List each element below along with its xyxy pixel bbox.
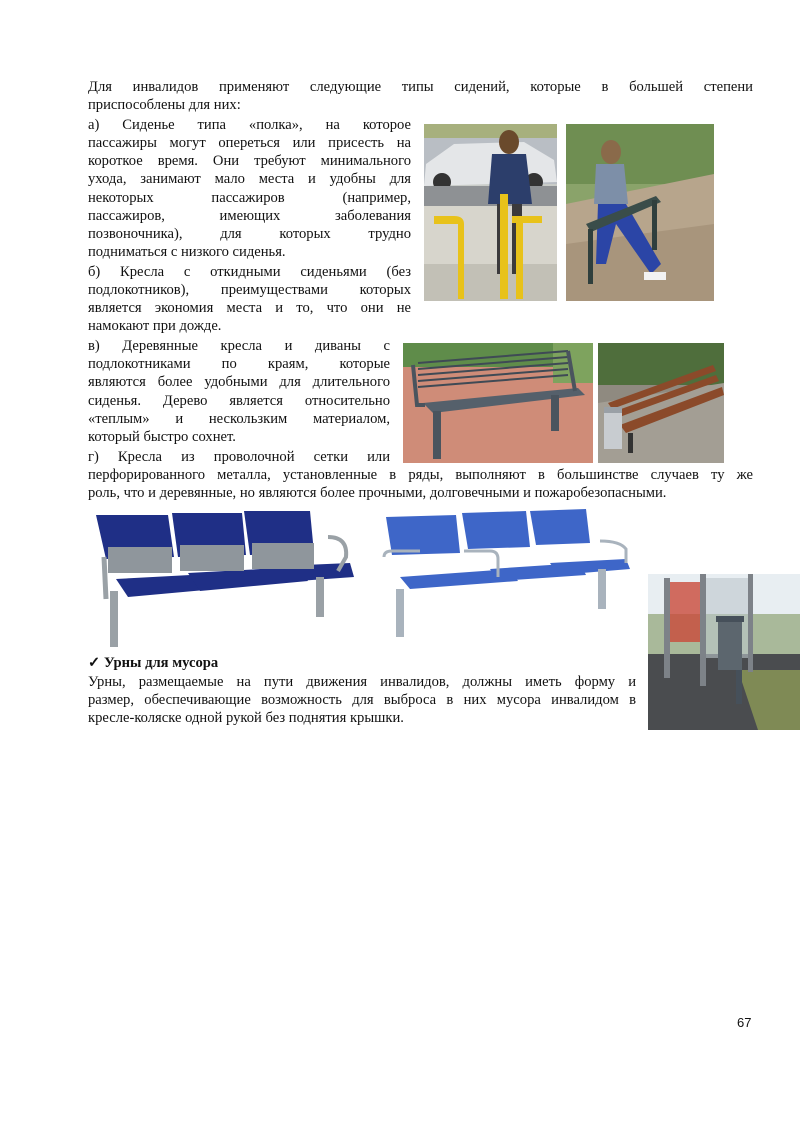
bins-heading xyxy=(88,654,218,672)
checkmark-icon: ✓ xyxy=(88,655,101,671)
bins-line-1: Урны, размещаемые на пути движения инвалидов, должны иметь форму и xyxy=(88,674,636,690)
item-a-line-7: позвоночника), для которых трудно xyxy=(88,226,411,242)
photo-shelf-seat xyxy=(424,124,557,301)
photo-wooden-bench xyxy=(598,343,724,463)
item-v-line-1: в) Деревянные кресла и диваны с xyxy=(88,338,390,354)
photo-perch-seat xyxy=(566,124,714,301)
item-a-line-4: ухода, занимают мало места и удобны для xyxy=(88,171,411,187)
item-a-line-2: пассажиры могут опереться или присесть на xyxy=(88,135,411,151)
intro-line-2: приспособлены для них: xyxy=(88,97,241,113)
item-a-line-6: пассажиров, имеющих заболевания xyxy=(88,208,411,224)
item-g-line-1: г) Кресла из проволочной сетки или xyxy=(88,449,390,465)
item-b-line-2: подлокотников), преимуществами которых xyxy=(88,282,411,298)
item-a-line-5: некоторых пассажиров (например, xyxy=(88,190,411,206)
item-v-line-4: сиденья. Дерево является относительно xyxy=(88,393,390,409)
item-a-line-8: подниматься с низкого сиденья. xyxy=(88,244,286,260)
photo-shelter-litter-bin xyxy=(648,574,800,730)
item-v-line-5: «теплым» и нескользким материалом, xyxy=(88,411,390,427)
photo-blue-perforated-seats xyxy=(380,507,635,639)
bins-line-3: кресле-коляске одной рукой без поднятия крышки. xyxy=(88,710,404,726)
bins-heading-text: Урны для мусора xyxy=(104,655,219,671)
item-b-line-1: б) Кресла с откидными сиденьями (без xyxy=(88,264,411,280)
item-g-line-2: перфорированного металла, установленные в ряды, выполняют в большинстве случаев ту же xyxy=(88,467,753,483)
item-a-line-3: короткое время. Они требуют минимального xyxy=(88,153,411,169)
item-b-line-3: является экономия места и то, что они не xyxy=(88,300,411,316)
intro-line-1: Для инвалидов применяют следующие типы сидений, которые в большей степени xyxy=(88,79,753,95)
page-number: 67 xyxy=(737,1015,752,1030)
item-b-line-4: намокают при дожде. xyxy=(88,318,222,334)
photo-metal-bench xyxy=(403,343,593,463)
item-g-line-3: роль, что и деревянные, но являются более прочными, долговечными и пожаробезопасными. xyxy=(88,485,667,501)
item-v-line-6: который быстро сохнет. xyxy=(88,429,236,445)
item-v-line-3: являются более удобными для длительного xyxy=(88,374,390,390)
photo-blue-upholstered-seats xyxy=(88,507,358,649)
item-v-line-2: подлокотниками по краям, которые xyxy=(88,356,390,372)
item-a-line-1: а) Сиденье типа «полка», на которое xyxy=(88,117,411,133)
bins-line-2: размер, обеспечивающие возможность для выброса в них мусора инвалидом в xyxy=(88,692,636,708)
